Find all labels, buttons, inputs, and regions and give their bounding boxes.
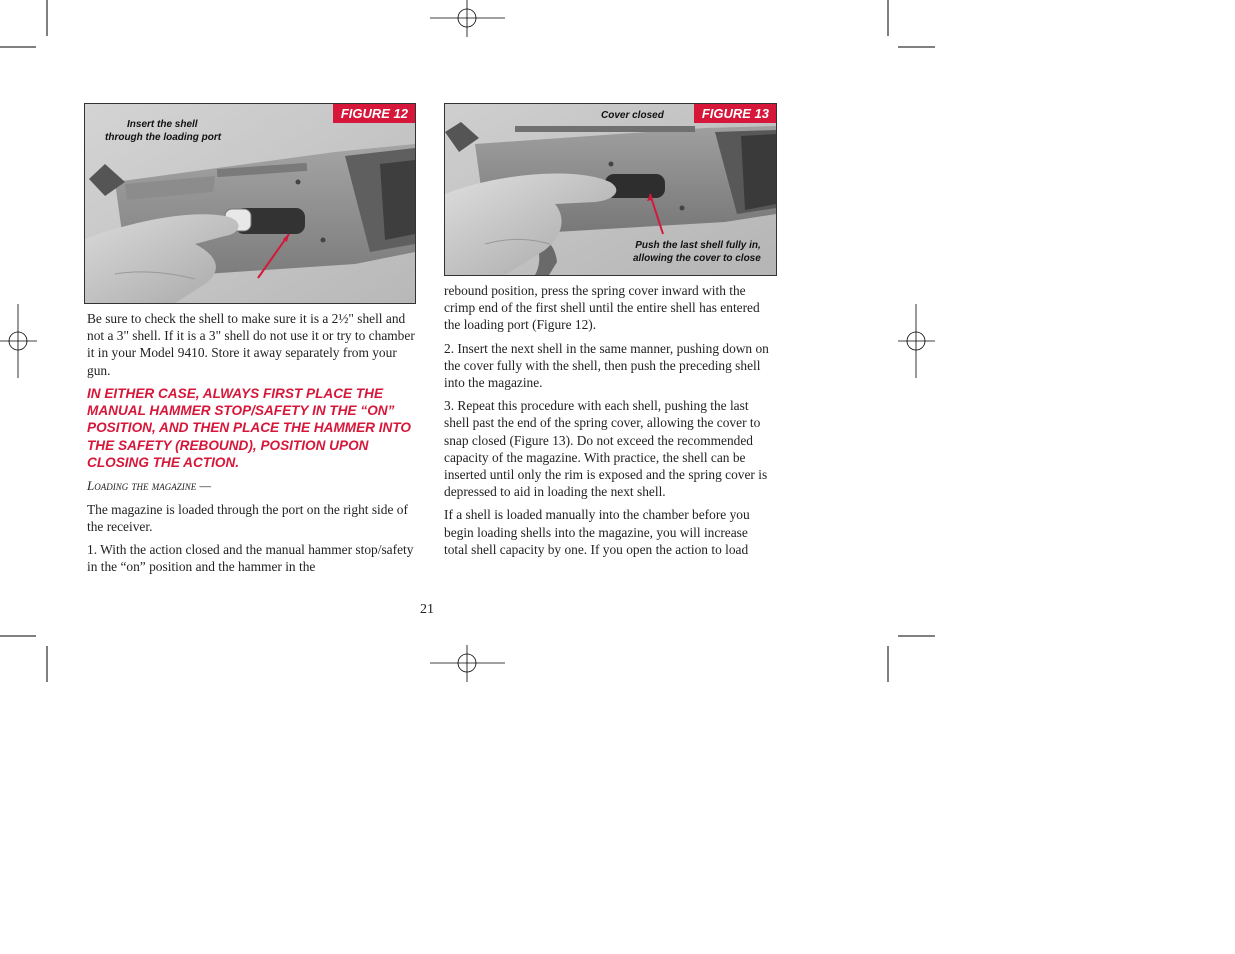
right-column xyxy=(444,282,772,564)
figure-13-label: FIGURE 13 xyxy=(694,104,776,123)
figure-12 xyxy=(84,103,416,304)
right-paragraph-1: rebound position, press the spring cover inward with the crimp end of the first shell until the entire shell has entered the loading port (Figure 12). xyxy=(444,283,760,333)
left-column xyxy=(87,310,415,581)
section-heading-text: Loading the magazine — xyxy=(87,478,212,494)
right-paragraph-2: 2. Insert the next shell in the same manner, pushing down on the cover fully with the shell, then push the preceding shell into the magazine. xyxy=(444,340,769,391)
right-paragraph-4: If a shell is loaded manually into the chamber before you begin loading shells into the magazine, you will increase total shell capacity by one. If you open the action to load xyxy=(444,507,750,557)
figure-12-caption-line-2: through the loading port xyxy=(105,132,222,143)
figure-13-caption-top xyxy=(601,109,664,122)
page-number: 21 xyxy=(420,602,434,617)
left-paragraph-1: Be sure to check the shell to make sure it is a 2½" shell and not a 3" shell. If it is a 3" shell do not use it or try to chamber it in your Model 9410. Store it away separately from your gun. xyxy=(87,311,415,378)
figure-13-caption-line-2: allowing the cover to close xyxy=(633,253,761,264)
figure-12-caption xyxy=(105,118,221,144)
left-paragraph-3: 1. With the action closed and the manual hammer stop/safety in the “on” position and the hammer in the xyxy=(87,541,414,575)
figure-12-label: FIGURE 12 xyxy=(333,104,415,123)
safety-warning: IN EITHER CASE, ALWAYS FIRST PLACE THE MANUAL HAMMER STOP/SAFETY IN THE “ON” POSITION, AND THEN PLACE THE HAMMER INTO THE SAFETY (REBOUND), POSITION UPON CLOSING THE ACTION. xyxy=(87,385,411,470)
right-paragraph-3: 3. Repeat this procedure with each shell, pushing the last shell past the end of the spring cover, allowing the cover to snap closed (Figure 13). Do not exceed the recommended capacity of the magazine. With practice, the shell can be inserted until only the rim is exposed and the spring cover is depressed to aid in loading the next shell. xyxy=(444,398,768,500)
registration-mark-bottom xyxy=(430,645,505,682)
figure-13 xyxy=(444,103,777,276)
registration-mark-left xyxy=(0,304,37,378)
figure-13-caption-top-line: Cover closed xyxy=(601,110,664,121)
registration-mark-right xyxy=(898,304,935,378)
left-paragraph-2: The magazine is loaded through the port on the right side of the receiver. xyxy=(87,501,408,534)
figure-13-caption-bottom xyxy=(633,239,761,265)
figure-12-caption-line-1: Insert the shell xyxy=(127,119,198,130)
section-heading xyxy=(87,477,415,494)
figure-13-caption-line-1: Push the last shell fully in, xyxy=(635,240,761,251)
registration-mark-top xyxy=(430,0,505,37)
